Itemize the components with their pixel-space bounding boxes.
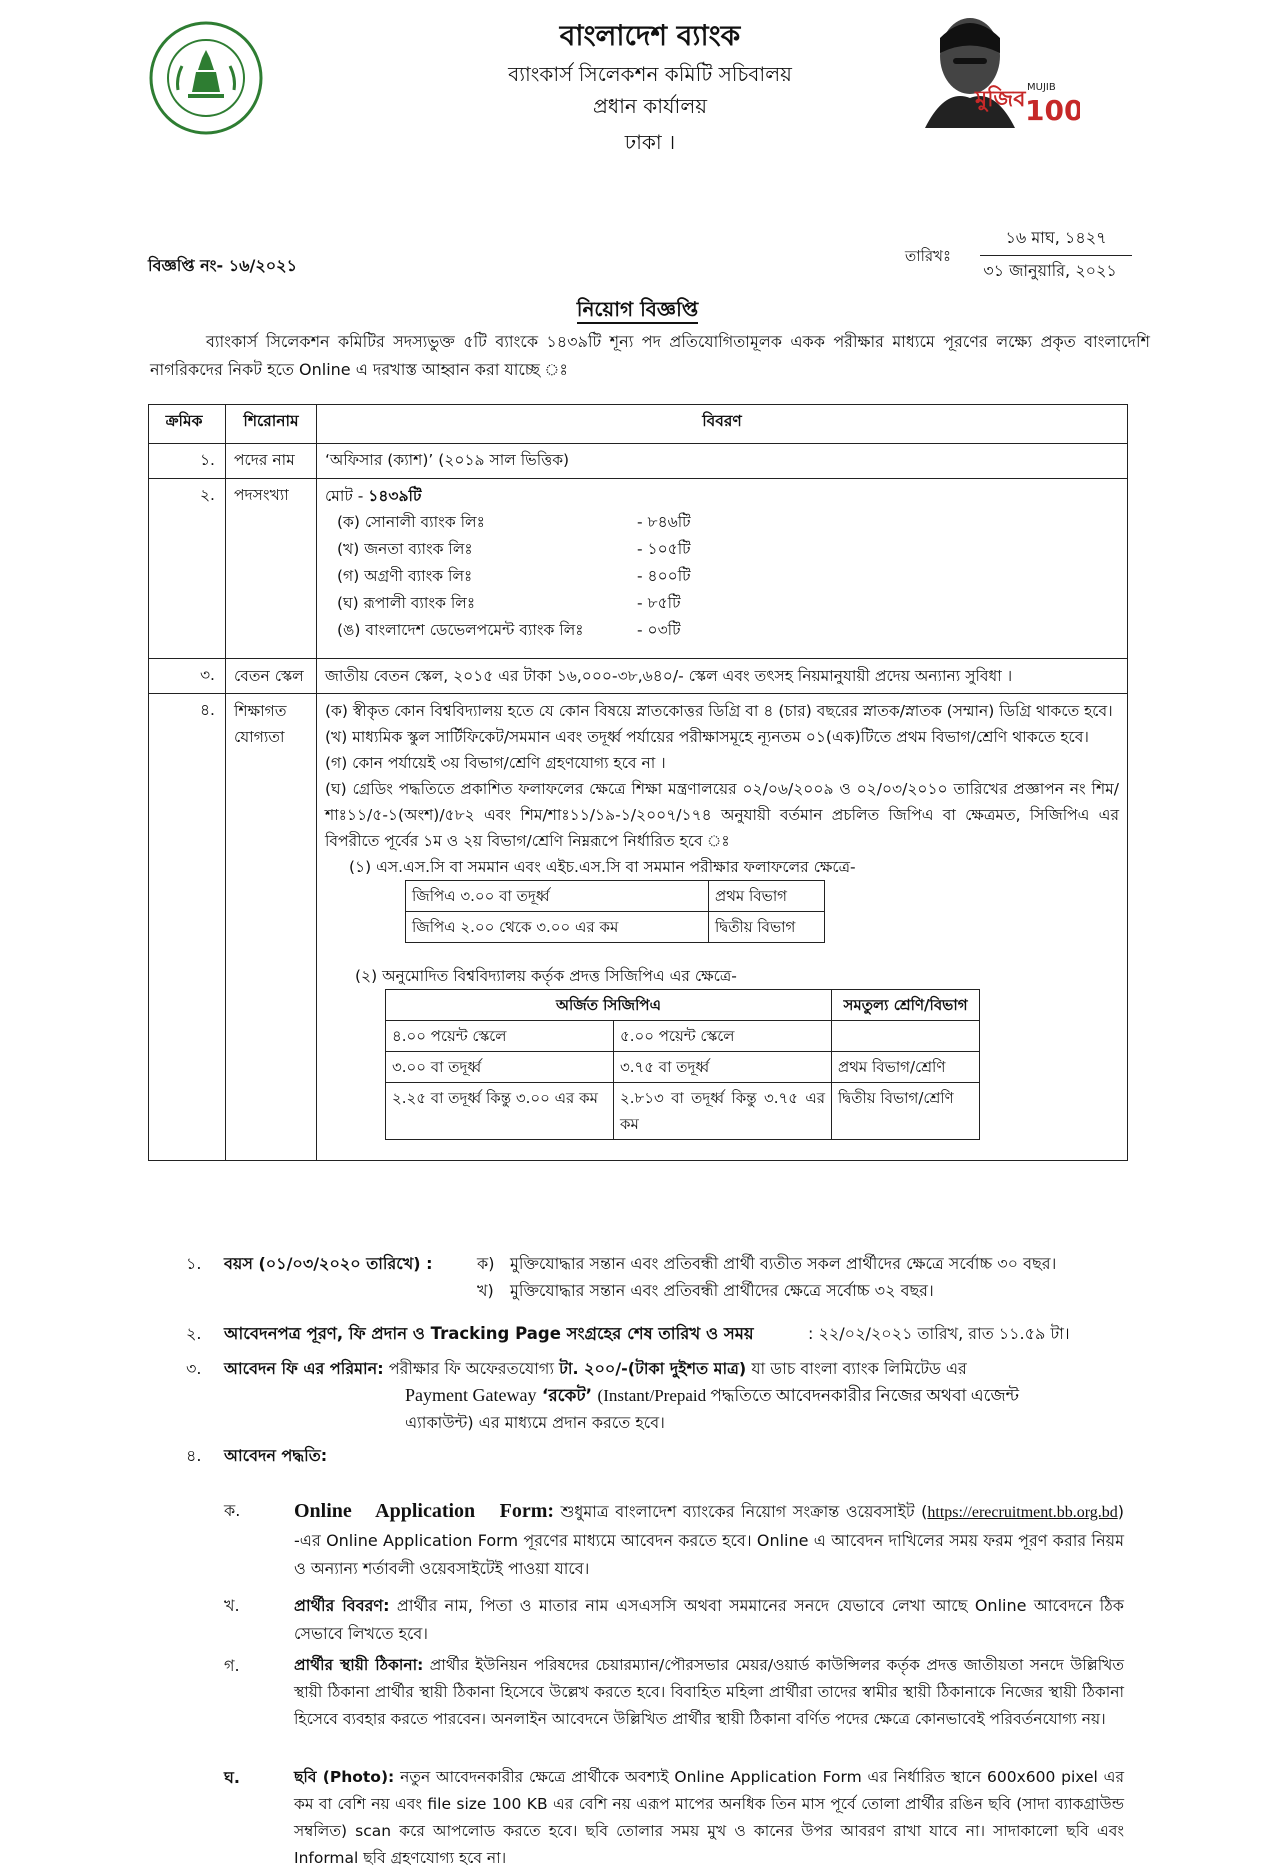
header-serial: ক্রমিক	[149, 405, 226, 444]
table-row: জিপিএ ২.০০ থেকে ৩.০০ এর কম দ্বিতীয় বিভাগ	[406, 912, 825, 943]
row-title: পদসংখ্যা	[226, 479, 317, 659]
notice-title: নিয়োগ বিজ্ঞপ্তি	[0, 295, 1275, 328]
org-subtitle-1: ব্যাংকার্স সিলেকশন কমিটি সচিবালয়	[508, 62, 792, 86]
vacancy-details	[317, 479, 1128, 659]
age-label: বয়স (০১/০৩/২০২০ তারিখে) :	[224, 1254, 433, 1273]
education-item: (ক) স্বীকৃত কোন বিশ্ববিদ্যালয় হতে যে কোন বিষয়ে স্নাতকোত্তর ডিগ্রি বা ৪ (চার) বছরের স্নাতক/স্নাতক (সম্মান) ডিগ্রি থাকতে হবে।	[325, 702, 1113, 720]
method-section: ৪. আবেদন পদ্ধতি:	[0, 1442, 1275, 1472]
age-rule-b: মুক্তিযোদ্ধার সন্তান এবং প্রতিবন্ধী প্রার্থীদের ক্ষেত্রে সর্বোচ্চ ৩২ বছর।	[510, 1281, 934, 1300]
bank-item: (গ) অগ্রণী ব্যাংক লিঃ - ৪০০টি	[337, 567, 691, 585]
table-header-row	[149, 405, 1128, 444]
bank-item: (ঘ) রূপালী ব্যাংক লিঃ - ৮৫টি	[337, 594, 681, 612]
online-form-title: Online Application Form:	[294, 1500, 555, 1522]
table-row: ২.২৫ বা তদূর্ধ্ব কিন্তু ৩.০০ এর কম ২.৮১৩ বা তদূর্ধ্ব কিন্তু ৩.৭৫ এর কম দ্বিতীয় বিভাগ/শ্রেণি	[386, 1083, 980, 1140]
bangladesh-bank-logo	[148, 20, 264, 136]
fee-label: আবেদন ফি এর পরিমান:	[224, 1359, 384, 1378]
intro-paragraph: ব্যাংকার্স সিলেকশন কমিটির সদস্যভুক্ত ৫টি ব্যাংকে ১৪৩৯টি শূন্য পদ প্রতিযোগিতামূলক একক পরীক্ষার মাধ্যমে পূরণের লক্ষ্যে প্রকৃত বাংলাদেশি নাগরিকদের নিকট হতে Online এ দরখাস্ত আহ্বান করা যাচ্ছে ঃ	[150, 332, 1150, 379]
fee-section: ৩. আবেদন ফি এর পরিমান: পরীক্ষার ফি অফেরতযোগ্য টা. ২০০/-(টাকা দুইশত মাত্র) যা ডাচ বাংলা ব্যাংক লিমিটেড এর Payment Gateway ‘রকেট’ (Instant/Prepaid পদ্ধতিতে আবেদনকারীর নিজের অথবা এজেন্ট এ্যাকাউন্ট) এর মাধ্যমে প্রদান করতে হবে।	[186, 1359, 1020, 1432]
org-name: বাংলাদেশ ব্যাংক	[559, 19, 741, 52]
table-row: জিপিএ ৩.০০ বা তদূর্ধ্ব প্রথম বিভাগ	[406, 881, 825, 912]
age-rule-a: মুক্তিযোদ্ধার সন্তান এবং প্রতিবন্ধী প্রার্থী ব্যতীত সকল প্রার্থীদের ক্ষেত্রে সর্বোচ্চ ৩০ বছর।	[510, 1254, 1057, 1273]
education-details	[317, 694, 1128, 1161]
education-item: (খ) মাধ্যমিক স্কুল সার্টিফিকেট/সমমান এবং তদূর্ধ্ব পর্যায়ের পরীক্ষাসমূহে ন্যূনতম ০১(এক)টিতে প্রথম বিভাগ/শ্রেণি থাকতে হবে।	[325, 728, 1089, 746]
candidate-info-title: প্রার্থীর বিবরণ:	[294, 1596, 390, 1615]
table-row	[149, 694, 1128, 1161]
details-table	[148, 404, 1128, 1161]
uni-cgpa-table	[385, 989, 980, 1140]
deadline-section: ২. আবেদনপত্র পূরণ, ফি প্রদান ও Tracking Page সংগ্রহের শেষ তারিখ ও সময় : ২২/০২/২০২১ তারিখ, রাত ১১.৫৯ টা।	[0, 1320, 1275, 1350]
table-row: ৩.০০ বা তদূর্ধ্ব ৩.৭৫ বা তদূর্ধ্ব প্রথম বিভাগ/শ্রেণি	[386, 1052, 980, 1083]
deadline-value: : ২২/০২/২০২১ তারিখ, রাত ১১.৫৯ টা।	[808, 1324, 1070, 1343]
row-serial: ১.	[149, 444, 226, 479]
svg-text:100: 100	[1025, 94, 1080, 127]
education-item: (গ) কোন পর্যায়েই ৩য় বিভাগ/শ্রেণি গ্রহণযোগ্য হবে না ।	[325, 754, 666, 772]
permanent-address-title: প্রার্থীর স্থায়ী ঠিকানা:	[294, 1656, 424, 1674]
date-bangla: ১৬ মাঘ, ১৪২৭	[980, 225, 1132, 256]
header-description: বিবরণ	[317, 405, 1128, 444]
row-serial: ৩.	[149, 659, 226, 694]
fee-amount: টা. ২০০/-(টাকা দুইশত মাত্র)	[559, 1359, 747, 1378]
mujib-100-logo	[905, 8, 1080, 128]
method-label: আবেদন পদ্ধতি:	[224, 1446, 328, 1465]
svg-text:মুজিব: মুজিব	[975, 87, 1026, 112]
row-title: বেতন স্কেল	[226, 659, 317, 694]
ssc-label: (১) এস.এস.সি বা সমমান এবং এইচ.এস.সি বা সমমান পরীক্ষার ফলাফলের ক্ষেত্রে-	[349, 858, 856, 876]
ssc-gpa-table	[405, 880, 825, 943]
row-serial: ২.	[149, 479, 226, 659]
list-item: ঘ. ছবি (Photo): নতুন আবেদনকারীর ক্ষেত্রে প্রার্থীকে অবশ্যই Online Application Form এর নির্ধারিত স্থানে 600x600 pixel এর কম বা বেশি নয় এবং file size 100 KB এর বেশি নয় এরূপ মাপের অনধিক তিন মাস পূর্বে তোলা প্রার্থীর রঙিন ছবি (সাদা ব্যাকগ্রাউন্ড সম্বলিত) scan করে আপলোড করতে হবে। ছবি তোলার সময় মুখ ও কানের উপর আবরণ রাখা যাবে না। সাদাকালো ছবি এবং Informal ছবি গ্রহণযোগ্য হবে না।	[224, 1768, 1124, 1867]
rocket-label: ‘রকেট’	[541, 1386, 593, 1406]
deadline-label: আবেদনপত্র পূরণ, ফি প্রদান ও Tracking Page সংগ্রহের শেষ তারিখ ও সময়	[224, 1324, 754, 1343]
list-item: খ. প্রার্থীর বিবরণ: প্রার্থীর নাম, পিতা ও মাতার নাম এসএসসি অথবা সমমানের সনদে যেভাবে লেখা আছে Online আবেদনে ঠিক সেভাবে লিখতে হবে।	[224, 1596, 1124, 1643]
table-row: ৪.০০ পয়েন্ট স্কেলে ৫.০০ পয়েন্ট স্কেলে	[386, 1021, 980, 1052]
row-title: শিক্ষাগত যোগ্যতা	[226, 694, 317, 1161]
header-title: শিরোনাম	[226, 405, 317, 444]
photo-title: ছবি (Photo):	[294, 1768, 395, 1786]
row-serial: ৪.	[149, 694, 226, 1161]
list-item: গ. প্রার্থীর স্থায়ী ঠিকানা: প্রার্থীর ইউনিয়ন পরিষদের চেয়ারম্যান/পৌরসভার মেয়র/ওয়ার্ড কাউন্সিলর কর্তৃক প্রদত্ত জাতীয়তা সনদে উল্লিখিত স্থায়ী ঠিকানা প্রার্থীর স্থায়ী ঠিকানা হিসেবে উল্লেখ করতে হবে। বিবাহিত মহিলা প্রার্থীরা তাদের স্বামীর স্থায়ী ঠিকানাকে নিজের স্থায়ী ঠিকানা হিসেবে ব্যবহার করতে পারবেন। অনলাইন আবেদনে উল্লিখিত প্রার্থীর স্থায়ী ঠিকানা বর্ণিত পদের ক্ষেত্রে কোনভাবেই পরিবর্তনযোগ্য নয়।	[224, 1656, 1124, 1728]
date-label: তারিখঃ	[905, 247, 951, 265]
list-item: ক. Online Application Form: শুধুমাত্র বাংলাদেশ ব্যাংকের নিয়োগ সংক্রান্ত ওয়েবসাইট (https://erecruitment.bb.org.bd) -এর Online Application Form পূরণের মাধ্যমে আবেদন করতে হবে। Online এ আবেদন দাখিলের সময় ফরম পূরণ করার নিয়ম ও অন্যান্য শর্তাবলী ওয়েবসাইটেই পাওয়া যাবে।	[224, 1500, 1124, 1578]
total-label: মোট -	[325, 487, 364, 505]
uni-label: (২) অনুমোদিত বিশ্ববিদ্যালয় কর্তৃক প্রদত্ত সিজিপিএ এর ক্ষেত্রে-	[355, 967, 737, 985]
svg-text:MUJIB: MUJIB	[1027, 82, 1056, 93]
total-value: ১৪৩৯টি	[368, 487, 422, 505]
org-subtitle-2: প্রধান কার্যালয়	[592, 94, 708, 118]
bank-item: (ঙ) বাংলাদেশ ডেভেলপমেন্ট ব্যাংক লিঃ - ০৩টি	[337, 621, 681, 639]
org-subtitle-3: ঢাকা ।	[624, 130, 676, 154]
row-title: পদের নাম	[226, 444, 317, 479]
recruitment-website-link[interactable]: https://erecruitment.bb.org.bd	[927, 1504, 1118, 1521]
table-row	[149, 659, 1128, 694]
bank-item: (খ) জনতা ব্যাংক লিঃ - ১০৫টি	[337, 540, 691, 558]
table-row	[149, 479, 1128, 659]
date-english: ৩১ জানুয়ারি, ২০২১	[983, 261, 1117, 280]
method-list	[0, 1497, 1275, 1874]
circular-number: বিজ্ঞপ্তি নং- ১৬/২০২১	[148, 256, 297, 275]
post-name: ‘অফিসার (ক্যাশ)’ (২০১৯ সাল ভিত্তিক)	[317, 444, 1128, 479]
education-item: (ঘ) গ্রেডিং পদ্ধতিতে প্রকাশিত ফলাফলের ক্ষেত্রে শিক্ষা মন্ত্রণালয়ের ০২/০৬/২০০৯ ও ০২/০৩/২০১০ তারিখের প্রজ্ঞাপন নং শিম/শাঃ১১/৫-১(অংশ)/৫৮২ এবং শিম/শাঃ১১/১৯-১/২০০৭/১৭৪ অনুযায়ী বর্তমান প্রচলিত জিপিএ বা ক্ষেত্রমত, সিজিপিএ এর বিপরীতে পূর্বের ১ম ও ২য় বিভাগ/শ্রেণি নিম্নরূপে নির্ধারিত হবে ঃ	[325, 780, 1119, 850]
table-header-row: অর্জিত সিজিপিএ সমতুল্য শ্রেণি/বিভাগ	[386, 990, 980, 1021]
table-row	[149, 444, 1128, 479]
bank-item: (ক) সোনালী ব্যাংক লিঃ - ৮৪৬টি	[337, 513, 691, 531]
pay-scale: জাতীয় বেতন স্কেল, ২০১৫ এর টাকা ১৬,০০০-৩৮,৬৪০/- স্কেল এবং তৎসহ নিয়মানুযায়ী প্রদেয় অন্যান্য সুবিধা ।	[317, 659, 1128, 694]
age-section: ১. বয়স (০১/০৩/২০২০ তারিখে) : ক) মুক্তিযোদ্ধার সন্তান এবং প্রতিবন্ধী প্রার্থী ব্যতীত সকল প্রার্থীদের ক্ষেত্রে সর্বোচ্চ ৩০ বছর। খ) মুক্তিযোদ্ধার সন্তান এবং প্রতিবন্ধী প্রার্থীদের ক্ষেত্রে সর্বোচ্চ ৩২ বছর।	[0, 1250, 1275, 1310]
